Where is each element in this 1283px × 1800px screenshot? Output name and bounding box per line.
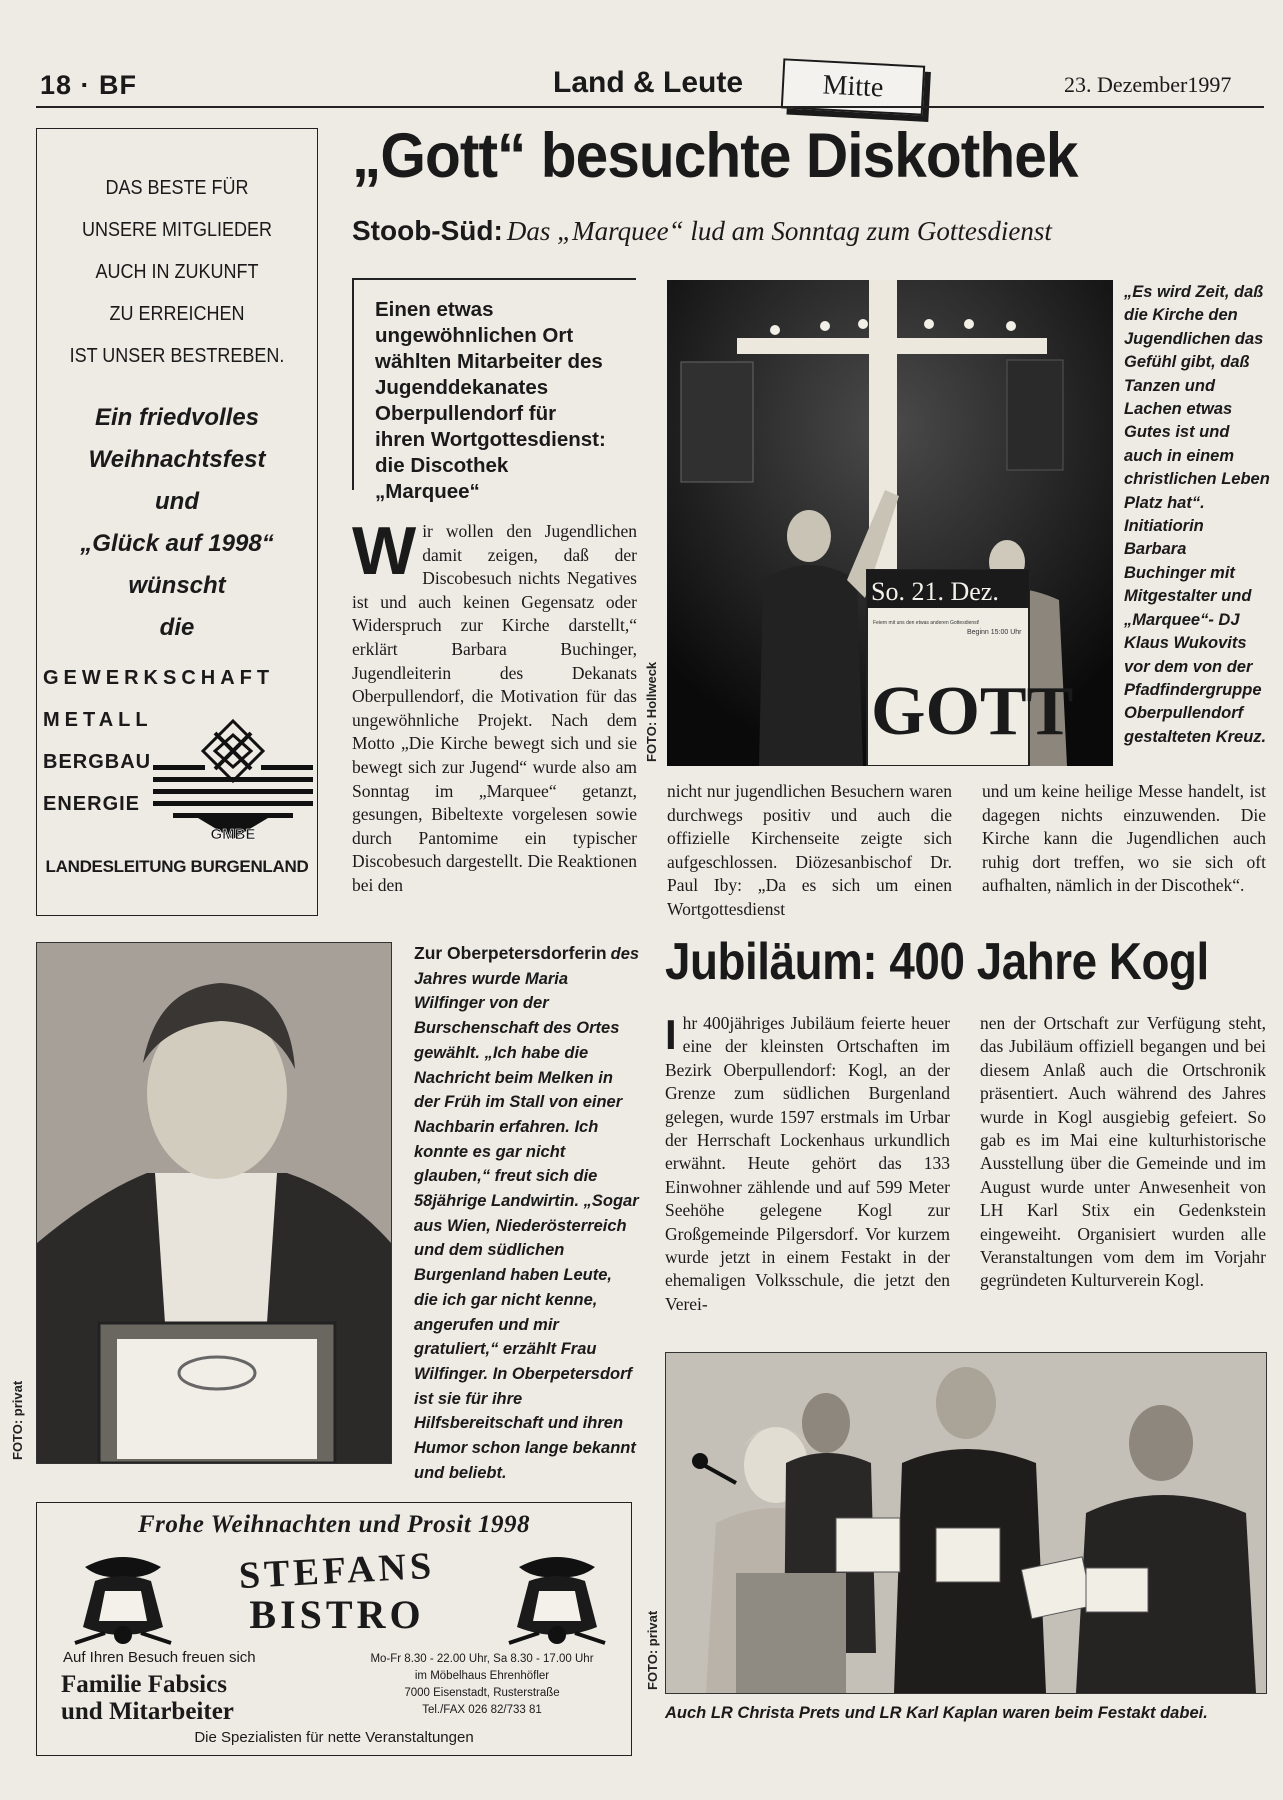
bistro-ad [36, 1502, 632, 1756]
page-number: 18 · BF [40, 70, 138, 100]
subheadline-place: Stoob-Süd: [352, 215, 503, 246]
lead-rule [352, 278, 636, 280]
disco-photo-image [667, 280, 1113, 766]
ad-line: UNSERE MITGLIEDER [81, 219, 273, 241]
bistro-invite: Auf Ihren Besuch freuen sich [63, 1649, 256, 1666]
header-rule [36, 106, 1264, 108]
main-headline: „Gott“ besuchte Diskothek [352, 121, 1078, 191]
kogl-photo-image [666, 1353, 1266, 1693]
portrait-photo [36, 942, 392, 1464]
main-lead: Einen etwas ungewöhnlichen Ort wählten Mitarbeiter des Jugenddekanates Oberpullendorf für ihren Wortgottesdienst: die Discothek „Marquee“ [375, 298, 606, 503]
bistro-family-line: Familie Fabsics [61, 1671, 227, 1698]
dropcap: W [352, 513, 417, 589]
greeting-line: Weihnachtsfest [88, 446, 266, 473]
bell-icon [499, 1547, 615, 1657]
greeting-line: und [155, 488, 199, 515]
ad-line: DAS BESTE FÜR [105, 177, 249, 199]
main-column-3: und um keine heilige Messe handelt, ist dagegen nichts einzuwenden. Die Kirche kann die Jugendlichen auch ruhig dort treffen, wo sie sich oft aufhalten, nämlich in der Discothek“. [982, 781, 1266, 896]
org-line: GEWERKSCHAFT [43, 667, 275, 689]
sign-time: Beginn 15:00 Uhr [967, 629, 1022, 636]
portrait-photo-credit: FOTO: privat [10, 1380, 25, 1460]
bistro-family-line: und Mitarbeiter [61, 1698, 234, 1725]
ad-line: IST UNSER BESTREBEN. [69, 345, 285, 367]
region-tag-label: Mitte [821, 69, 885, 104]
bistro-name-line: STEFANS [237, 1544, 437, 1598]
union-ad-text [51, 167, 303, 377]
kogl-headline: Jubiläum: 400 Jahre Kogl [665, 933, 1209, 991]
disco-photo [667, 280, 1113, 766]
org-line: BERGBAU [43, 751, 152, 773]
main-column-1 [352, 513, 637, 898]
gmbe-logo-icon [153, 715, 313, 845]
bistro-name-line: BISTRO [249, 1592, 425, 1637]
portrait-caption [414, 942, 640, 1485]
sign-small: Feiern mit uns den etwas anderen Gottesdienst! [873, 620, 980, 626]
portrait-photo-image [37, 943, 391, 1463]
sign-gott: GOTT [871, 673, 1074, 750]
union-ad [36, 128, 318, 916]
lead-side-rule [352, 278, 354, 490]
kogl-photo-credit: FOTO: privat [645, 1610, 660, 1690]
bell-icon [65, 1547, 181, 1657]
kogl-dropcap: I [665, 1011, 677, 1058]
bistro-name [187, 1544, 487, 1637]
bistro-phone: Tel./FAX 026 82/733 81 [422, 1704, 542, 1716]
kogl-photo-caption: Auch LR Christa Prets und LR Karl Kaplan waren beim Festakt dabei. [665, 1704, 1208, 1722]
greeting-line: Ein friedvolles [94, 404, 260, 431]
org-line: ENERGIE [43, 793, 141, 815]
union-greeting [37, 397, 317, 649]
kogl-photo [665, 1352, 1267, 1694]
bistro-greeting: Frohe Weihnachten und Prosit 1998 [137, 1511, 531, 1538]
ad-line: AUCH IN ZUKUNFT [95, 261, 259, 283]
bistro-address: im Möbelhaus Ehrenhöfler [414, 1670, 550, 1682]
disco-photo-credit: FOTO: Hollweck [644, 661, 659, 762]
column-text: ir wollen den Jugendlichen damit zeigen, daß der Discobesuch nichts Negatives ist und auch keinen Gegensatz oder Widerspruch zur Kirche darstellt,“ erklärt Barbara Buchinger, Jugendleiterin des Dekanats Oberpullendorf, die Motivation für das ungewöhnliche Projekt. Nach dem Motto „Die Kirche bewegt sich und sie bewegt sich zur Jugend“ wurde also am Sonntag im „Marquee“ getanzt, gesungen, Bibeltexte vorgelesen sowie durch Pantomime ein typischer Discobesuch dargestellt. Die Reaktionen bei den [352, 521, 637, 895]
main-subheadline [352, 215, 1052, 247]
union-ad-footer: LANDESLEITUNG BURGENLAND [45, 857, 309, 876]
greeting-line: die [159, 614, 195, 641]
bistro-address: 7000 Eisenstadt, Rusterstraße [404, 1687, 560, 1699]
sign-date: So. 21. Dez. [871, 577, 999, 606]
portrait-caption-bold: Zur Oberpetersdorferin [414, 943, 607, 963]
column-text: hr 400jähriges Jubiläum feierte heuer eine der kleinsten Ortschaften im Bezirk Oberpullendorf: Kogl, an der Grenze zum südlichen Burgenland gelegen, wurde 1597 erstmals im Urbar der Herrschaft Lockenhaus urkundlich erwähnt. Heute gehört das 133 Einwohner zählende und auf 599 Meter Seehöhe gelegene Kogl zur Großgemeinde Pilgersdorf. Vor kurzem wurde jetzt in einem Festakt in der ehemaligen Volksschule, die jetzt den Verei- [665, 1013, 950, 1314]
main-column-2: nicht nur jugendlichen Besuchern waren durchwegs positiv und auch die offizielle Kirchenseite zeigte sich aufgeschlossen. Diözesanbischof Dr. Paul Iby: „Da es sich um einen Wortgottesdienst [667, 781, 952, 919]
bistro-family [61, 1671, 234, 1725]
kogl-column-1 [665, 1012, 950, 1316]
greeting-line: wünscht [128, 572, 226, 599]
kogl-column-2: nen der Ortschaft zur Verfügung steht, das Jubiläum offiziell begangen und bei diesem Anlaß auch die Ortschronik präsentiert. Auch während des Jahres wurde in Kogl ausgiebig gefeiert. So gab es im Mai eine kulturhistorische Ausstellung über die Gemeinde und im August wurde unter Anwesenheit von LH Karl Stix ein Gedenkstein eingeweiht. Organisiert wurden alle Veranstaltungen vom dem im Vorjahr gegründeten Kulturverein Kogl. [980, 1013, 1266, 1291]
gmbe-logo-text: GMBE [210, 826, 256, 843]
bistro-contact [347, 1651, 617, 1719]
ad-line: ZU ERREICHEN [109, 303, 245, 325]
greeting-line: „Glück auf 1998“ [80, 530, 274, 557]
bistro-slogan: Die Spezialisten für nette Veranstaltungen [194, 1729, 474, 1746]
portrait-caption-text: des Jahres wurde Maria Wilfinger von der Burschenschaft des Ortes gewählt. „Ich habe die Nachricht beim Melken in der Früh im Stall von einer Nachbarin erfahren. Ich konnte es gar nicht glauben,“ freut sich die 58jährige Landwirtin. „Sogar aus Wien, Niederösterreich und dem südlichen Burgenland haben Leute, die ich gar nicht kenne, angerufen und mir gratuliert,“ erzählt Frau Wilfinger. In Oberpetersdorf ist sie für ihre Hilfsbereitschaft und ihren Humor schon lange bekannt und beliebt. [414, 945, 640, 1482]
section-title: Land & Leute [553, 66, 744, 99]
subheadline-text: Das „Marquee“ lud am Sonntag zum Gottesdienst [506, 216, 1052, 246]
issue-date: 23. Dezember1997 [1064, 72, 1232, 97]
bistro-hours: Mo-Fr 8.30 - 22.00 Uhr, Sa 8.30 - 17.00 Uhr [370, 1653, 594, 1665]
disco-photo-caption: „Es wird Zeit, daß die Kirche den Jugendlichen das Gefühl gibt, daß Tanzen und Lachen etwas Gutes ist und auch in einem christlichen Leben Platz hat“. Initiatiorin Barbara Buchinger mit Mitgestalter und „Marquee“- DJ Klaus Wukovits vor dem von der Pfadfindergruppe Oberpullendorf gestalteten Kreuz. [1124, 283, 1270, 746]
org-line: METALL [43, 709, 153, 731]
